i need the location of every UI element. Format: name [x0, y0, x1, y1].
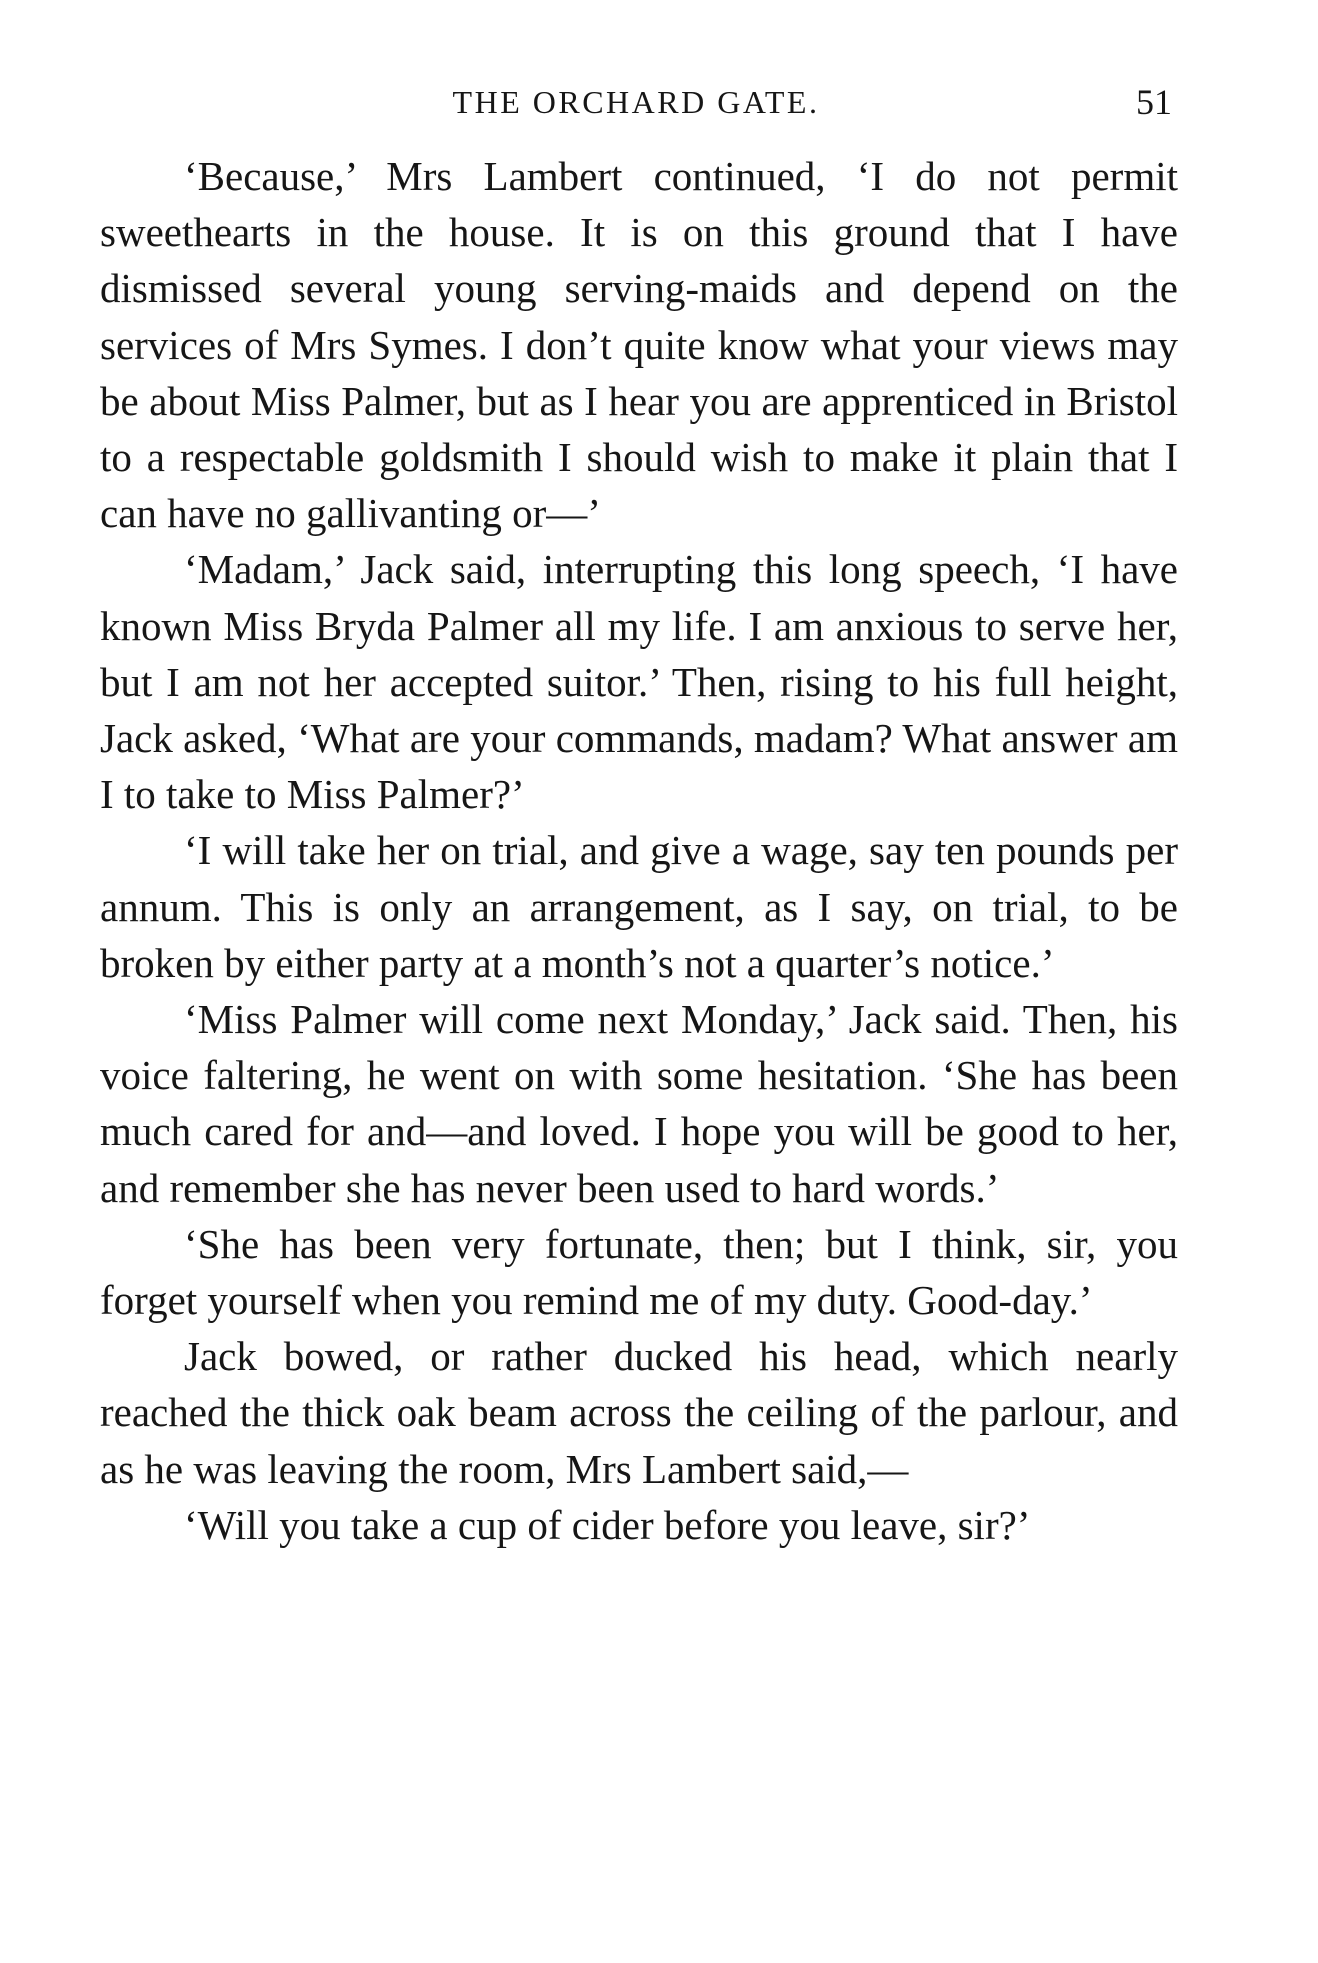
- paragraph: ‘Miss Palmer will come next Monday,’ Jack said. Then, his voice faltering, he went on with some hesitation. ‘She has been much cared for and—and loved. I hope you will be good to her, and remember she has never been used to hard words.’: [100, 996, 1178, 1211]
- running-header: [100, 72, 1172, 132]
- paragraph: ‘She has been very fortunate, then; but I think, sir, you forget yourself when you remind me of my duty. Good-day.’: [100, 1220, 1178, 1324]
- paragraph: ‘Because,’ Mrs Lambert continued, ‘I do not permit sweethearts in the house. It is on this ground that I have dismissed several young serving-maids and depend on the services of Mrs Symes. I don’t quite know what your views may be about Miss Palmer, but as I hear you are apprenticed in Bristol to a respectable goldsmith I should wish to make it plain that I can have no gallivanting or—’: [100, 153, 1178, 537]
- paragraph: ‘Madam,’ Jack said, interrupting this long speech, ‘I have known Miss Bryda Palmer all my life. I am anxious to serve her, but I am not her accepted suitor.’ Then, rising to his full height, Jack asked, ‘What are your commands, madam? What answer am I to take to Miss Palmer?’: [100, 546, 1178, 818]
- body-text: [100, 148, 1178, 1553]
- running-title: THE ORCHARD GATE.: [452, 84, 820, 120]
- paragraph: ‘I will take her on trial, and give a wage, say ten pounds per annum. This is only an arrangement, as I say, on trial, to be broken by either party at a month’s not a quarter’s notice.’: [100, 827, 1178, 986]
- page-number: 51: [1136, 82, 1172, 122]
- paragraph: Jack bowed, or rather ducked his head, which nearly reached the thick oak beam across the ceiling of the parlour, and as he was leaving the room, Mrs Lambert said,—: [100, 1333, 1178, 1492]
- paragraph: ‘Will you take a cup of cider before you leave, sir?’: [184, 1501, 1031, 1548]
